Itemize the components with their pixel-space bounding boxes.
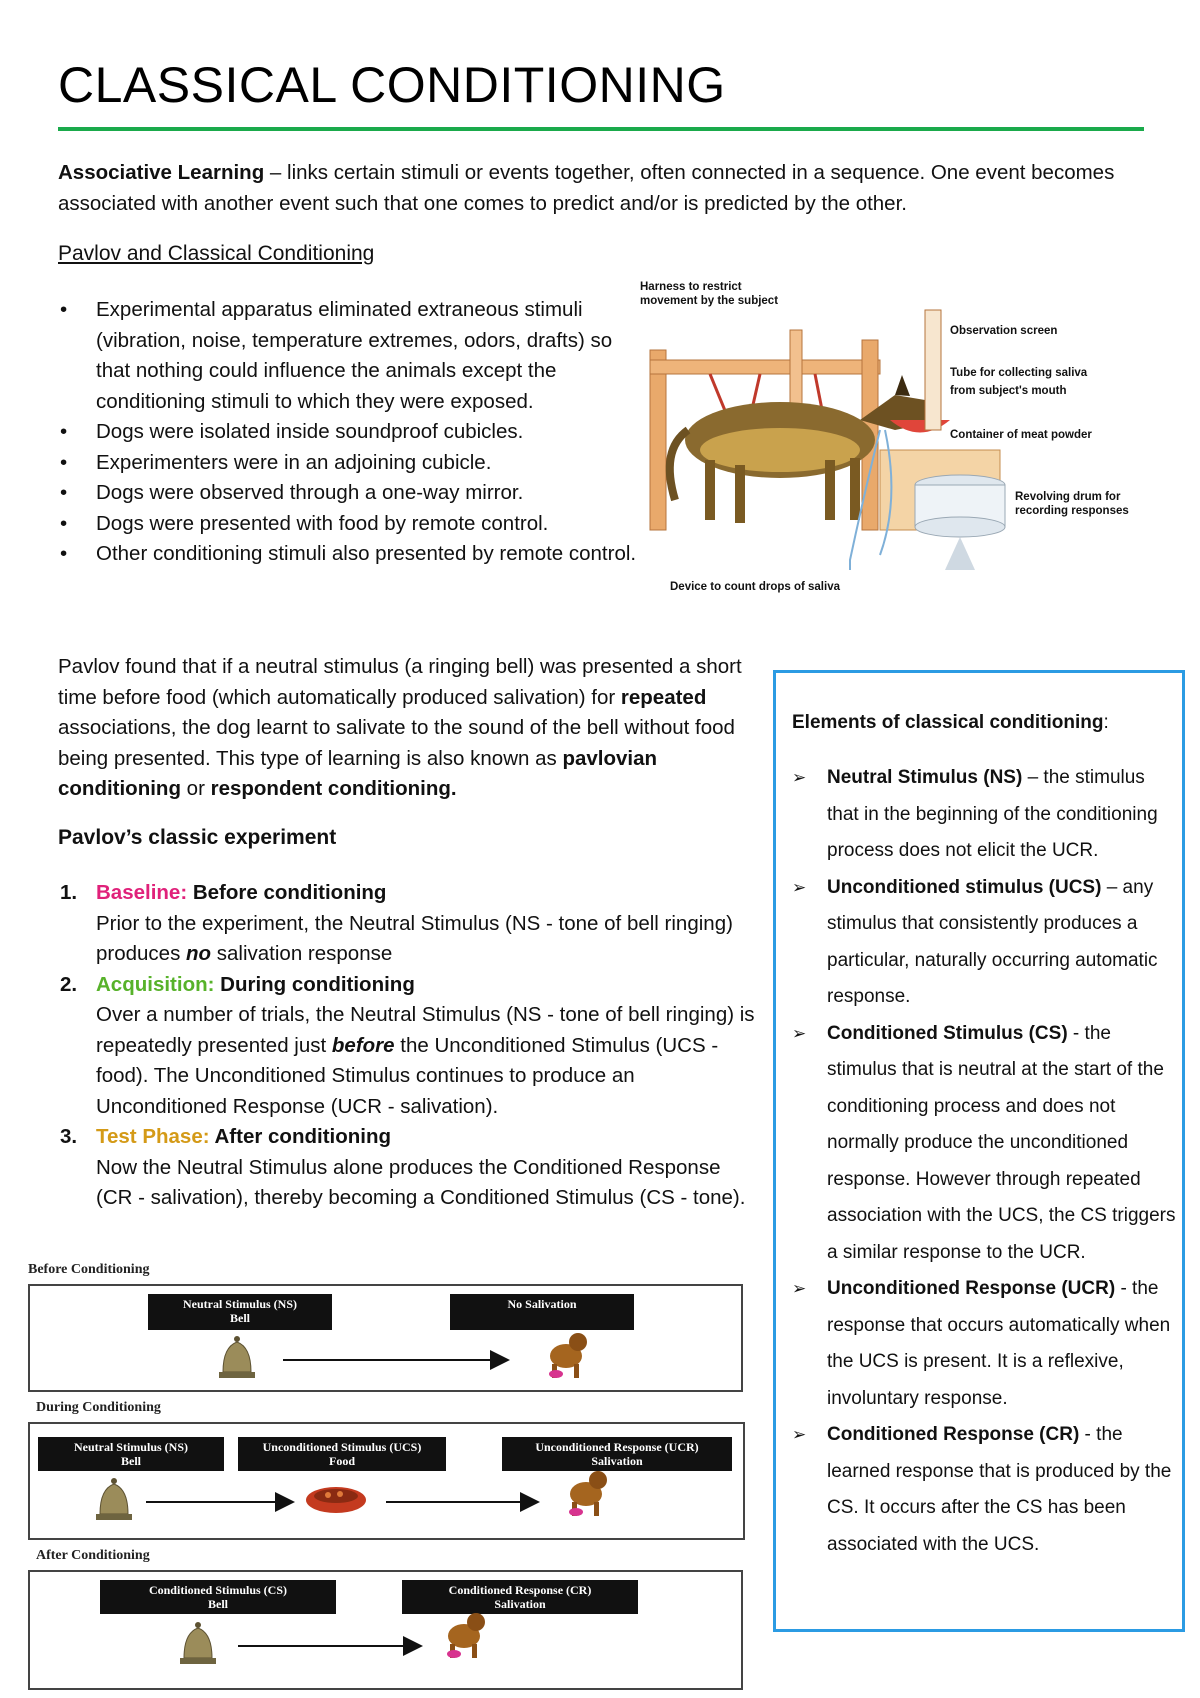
bullet-icon: • [60,542,68,565]
element-text: – the stimulus that in the beginning of the conditioning process does not elicit the UCR. [827,767,1158,861]
bullet-icon: • [60,298,68,321]
list-item [58,539,638,570]
box-line: Salivation [494,1597,546,1611]
found-text: or [180,777,211,800]
step-test-phase [58,1122,758,1214]
box-line: Conditioned Stimulus (CS) [148,1583,288,1597]
bullet-text: Dogs were observed through a one-way mirror. [96,481,524,504]
bullet-icon: • [60,481,68,504]
list-item [58,509,638,540]
step-phase: Acquisition: [96,972,215,996]
element-text: - the response that occurs automatically when the UCS is present. It is a reflexive, involuntary response. [827,1278,1171,1409]
step-title: Before conditioning [187,881,387,904]
list-item [58,295,638,417]
elements-list [792,760,1176,1563]
bullet-text: Other conditioning stimuli also presented by remote control. [96,542,637,565]
intro-paragraph [58,158,1148,219]
apparatus-bullet-list [58,295,638,570]
step-number: 1. [60,881,78,904]
step-baseline [58,878,758,970]
box-line: Unconditioned Response (UCR) [535,1440,699,1454]
bullet-icon: • [60,511,68,535]
elements-heading [792,712,1109,734]
list-item [792,1417,1176,1563]
step-text: Now the Neutral Stimulus alone produces the Conditioned Response (CR - salivation), thereby becoming a Conditioned Stimulus (CS - tone). [96,1155,746,1209]
elements-heading-colon: : [1103,712,1109,733]
pavlov-heading: Pavlov and Classical Conditioning [58,242,375,265]
apparatus-label: Tube for collecting saliva [950,367,1088,379]
step-text: the Unconditioned Stimulus (UCS - food). The Unconditioned Stimulus continues to produce an Unconditioned Response (UCR - salivation). [96,1033,719,1118]
found-text: Pavlov found that if a neutral stimulus (a ringing bell) was presented a short time before food (which automatically produced salivation) for [58,655,742,709]
box-line: Bell [208,1597,228,1611]
apparatus-label: Observation screen [950,325,1058,337]
element-text: - the learned response that is produced by the CS. It occurs after the CS has been associated with the UCS. [827,1424,1172,1555]
box-line: Neutral Stimulus (NS) [182,1297,297,1311]
arrow-bullet-icon: ➢ [792,1279,807,1298]
box-line: Neutral Stimulus (NS) [73,1440,188,1454]
frame-beam-icon [650,360,880,374]
element-text: - the stimulus that is neutral at the start of the conditioning process and does not normally produce the unconditioned response. However through repeated association with the UCS, the CS triggers a similar response to the UCR. [827,1022,1176,1263]
apparatus-label: from subject's mouth [950,385,1067,397]
apparatus-label: Revolving drum for [1015,491,1121,503]
list-item [792,760,1176,870]
dog-icon [569,1471,607,1516]
apparatus-label: Harness to restrict [640,281,742,293]
box-line: No Salivation [507,1297,577,1311]
arrow-bullet-icon: ➢ [792,877,807,897]
apparatus-label: Container of meat powder [950,429,1092,441]
box-line: Bell [121,1454,141,1468]
before-conditioning-label: Before Conditioning [28,1262,150,1277]
intro-term: Associative Learning [58,161,265,184]
apparatus-label: Device to count drops of saliva [670,581,840,593]
bullet-text: Dogs were isolated inside soundproof cubicles. [96,420,524,443]
step-text: Over a number of trials, the Neutral Stimulus (NS - tone of bell ringing) is repeatedly presented just [96,1003,755,1057]
step-number: 3. [60,1125,78,1148]
intro-text: – links certain stimuli or events together, often connected in a sequence. One event becomes associated with another event such that one comes to predict and/or is predicted by the other. [58,161,1115,215]
arrow-bullet-icon: ➢ [792,1425,807,1444]
pavlov-finding-paragraph [58,652,758,805]
box-line: Unconditioned Stimulus (UCS) [262,1440,422,1454]
step-emphasis: before [331,1033,395,1057]
found-bold: repeated [620,685,707,709]
apparatus-label: movement by the subject [640,295,779,307]
element-term: Conditioned Stimulus (CS) [827,1022,1068,1044]
box-line: Conditioned Response (CR) [448,1583,592,1597]
bullet-icon: • [60,450,68,474]
apparatus-label: recording responses [1015,505,1129,517]
pavlov-apparatus-illustration [640,281,1180,605]
list-item [792,870,1176,1016]
element-term: Conditioned Response (CR) [827,1424,1080,1445]
bell-icon [96,1478,132,1520]
during-conditioning-label: During Conditioning [36,1400,161,1415]
step-text: salivation response [211,942,393,965]
conditioning-diagram-graphics [28,1284,745,1690]
bell-icon [219,1336,255,1378]
classic-experiment-heading: Pavlov’s classic experiment [58,826,337,849]
list-item [58,417,638,448]
dog-icon [447,1613,485,1658]
experiment-steps [58,878,758,1214]
found-bold: pavlovian conditioning [58,746,658,800]
arrow-bullet-icon: ➢ [792,768,807,787]
box-line: Food [328,1454,355,1468]
page-title: CLASSICAL CONDITIONING [58,57,726,113]
found-bold: respondent conditioning [210,777,451,800]
box-line: Salivation [591,1454,643,1468]
step-phase: Test Phase: [96,1125,210,1148]
list-item [58,478,638,509]
food-bowl-icon [306,1487,366,1513]
after-conditioning-label: After Conditioning [36,1548,150,1563]
element-text: – any stimulus that consistently produces a particular, naturally occurring automatic response. [827,876,1158,1007]
observation-screen-icon [925,310,941,430]
frame-post-icon [650,350,666,530]
bullet-icon: • [60,420,68,443]
bullet-text: Experimental apparatus eliminated extraneous stimuli (vibration, noise, temperature extremes, odors, drafts) so that nothing could influence the animals except the conditioning stimuli to which they were exposed. [96,298,613,413]
step-text: Prior to the experiment, the Neutral Stimulus (NS - tone of bell ringing) produces [96,911,733,965]
found-text: associations, the dog learnt to salivate to the sound of the bell without food being presented. This type of learning is also known as [58,716,735,770]
step-number: 2. [60,972,78,996]
element-term: Neutral Stimulus (NS) [827,767,1023,788]
step-emphasis: no [186,942,212,965]
box-line: Bell [230,1311,250,1325]
step-acquisition [58,970,758,1123]
title-rule [58,127,1144,131]
element-term: Unconditioned Response (UCR) [827,1278,1116,1299]
bell-icon [180,1622,216,1664]
bullet-text: Experimenters were in an adjoining cubicle. [96,450,492,474]
list-item [792,1016,1176,1272]
list-item [58,448,638,479]
list-item [792,1271,1176,1417]
element-term: Unconditioned stimulus (UCS) [827,876,1102,898]
arrow-bullet-icon: ➢ [792,1023,807,1043]
step-phase: Baseline: [96,881,188,904]
found-text: . [450,777,457,800]
step-title: During conditioning [214,972,415,996]
elements-heading-text: Elements of classical conditioning [792,712,1104,733]
bullet-text: Dogs were presented with food by remote control. [96,511,549,535]
dog-icon [549,1333,587,1378]
step-title: After conditioning [209,1125,391,1148]
